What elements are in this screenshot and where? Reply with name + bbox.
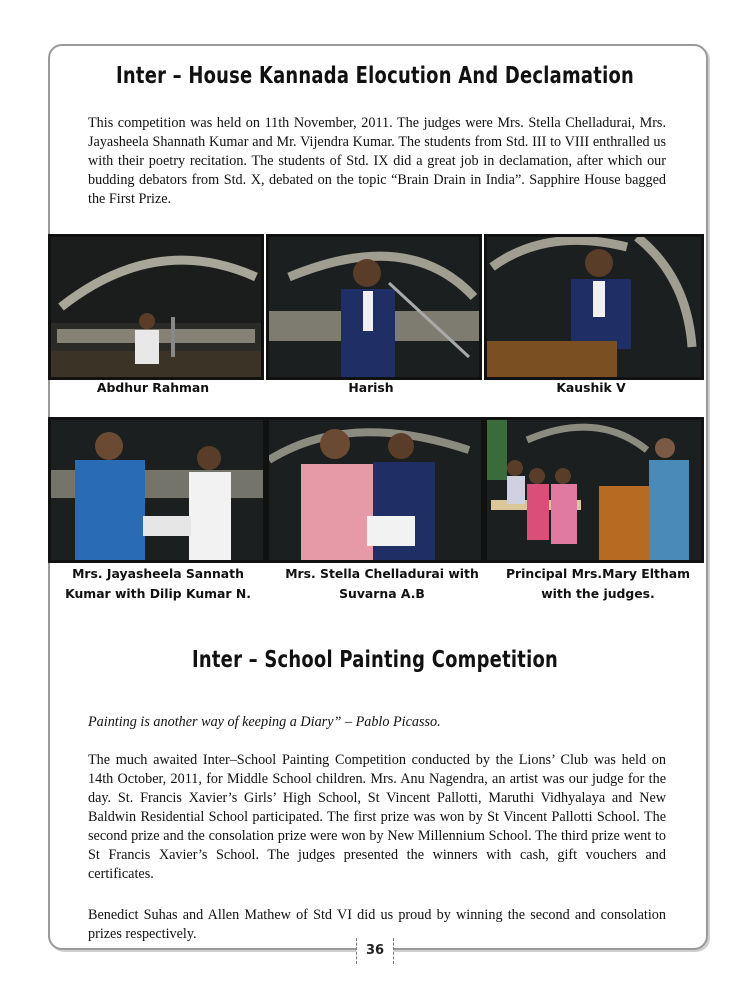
picasso-quote: Painting is another way of keeping a Diary” – Pablo Picasso. [88,714,441,730]
elocution-body: This competition was held on 11th November, 2011. The judges were Mrs. Stella Chelladurai, Mrs. Jayasheela Shannath Kumar and Mr. Vijendra Kumar. The students from Std. III to VIII enthralled us with their poetry recitation. The students of Std. IX did a great job in declamation, after which our budding debators from Std. X, debated on the topic “Brain Drain in India”. Sapphire House bagged the First Prize. [88,115,666,207]
photo-kaushik [484,234,704,380]
caption-jayasheela-dilip [48,564,268,604]
photo-principal-judges [484,417,704,563]
caption-line: Mrs. Jayasheela Sannath [72,566,244,581]
caption-line: Mrs. Stella Chelladurai with [285,566,479,581]
caption-principal-judges [500,564,696,604]
caption-line: Principal Mrs.Mary Eltham [505,566,691,581]
page-number: 36 [356,938,394,964]
caption-kaushik: Kaushik V [556,380,626,395]
photo-jayasheela-dilip [48,417,266,563]
caption-line: Kumar with Dilip Kumar N. [65,586,251,601]
photo-stella-suvarna [266,417,484,563]
section-title-elocution: Inter – House Kannada Elocution And Declamation [115,63,635,89]
caption-stella-suvarna [270,564,494,604]
caption-line: Suvarna A.B [339,586,425,601]
caption-abdhur-rahman: Abdhur Rahman [96,380,210,395]
painting-body: The much awaited Inter–School Painting Competition conducted by the Lions’ Club was held on 14th October, 2011, for Middle School children. Mrs. Anu Nagendra, an artist was our judge for the day. St. Francis Xavier’s Girls’ High School, St Vincent Pallotti, Maruthi Vidhyalaya and New Baldwin Residential School participated. The first prize was won by St Vincent Pallotti School. The second prize and the consolation prize were won by New Millennium School. The third prize went to St Francis Xavier’s School. The judges presented the winners with cash, gift vouchers and certificates. [88,752,666,882]
caption-line: with the judges. [541,586,655,601]
photo-abdhur-rahman [48,234,264,380]
painting-closing: Benedict Suhas and Allen Mathew of Std VI did us proud by winning the second and consolation prizes respectively. [88,907,666,942]
caption-harish: Harish [348,380,394,395]
section-title-painting: Inter – School Painting Competition [191,647,559,673]
photo-harish [266,234,482,380]
